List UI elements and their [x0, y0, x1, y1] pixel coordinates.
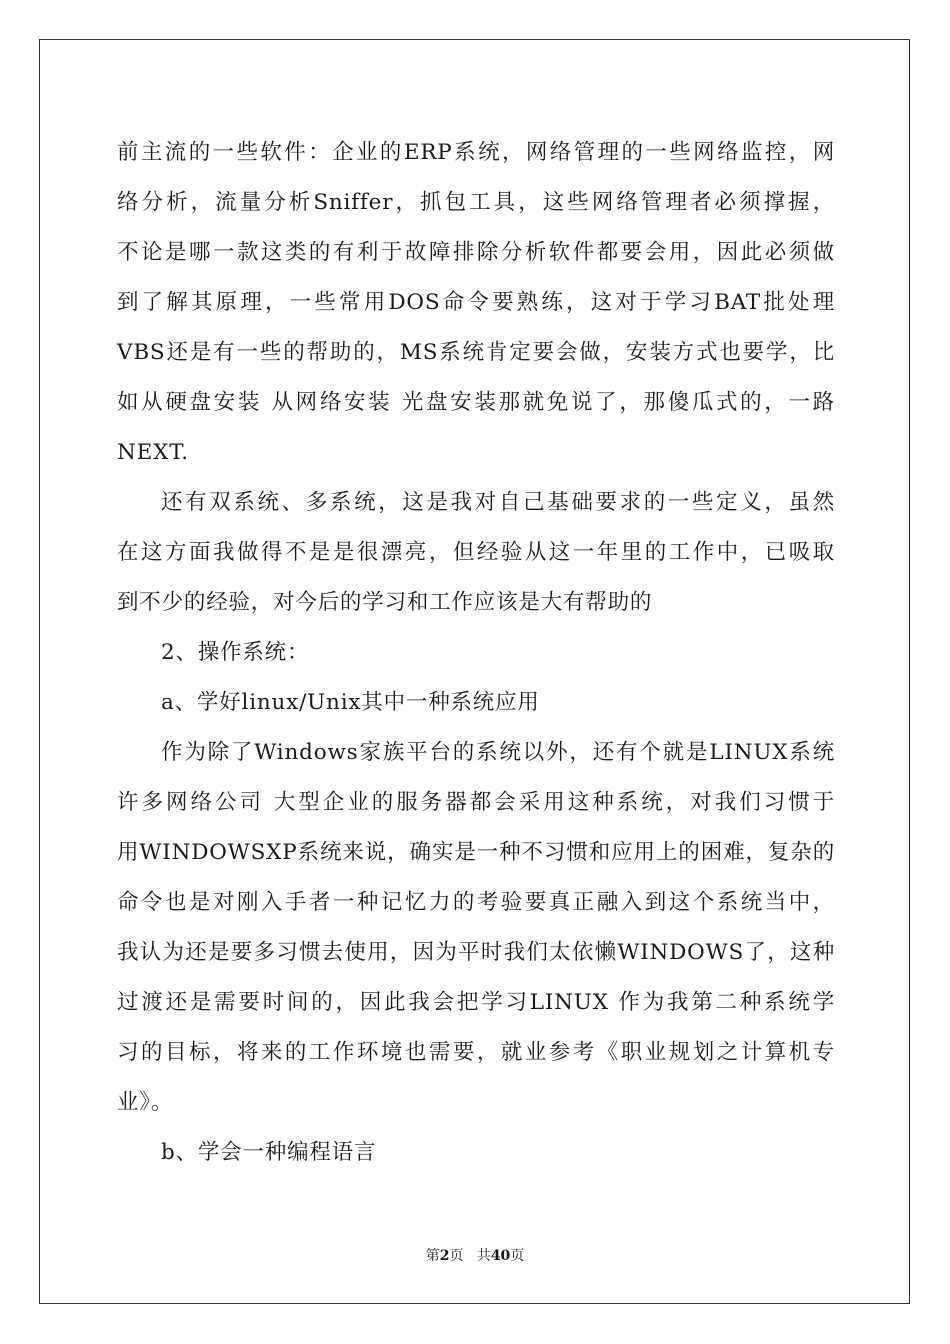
total-pages: 40 — [490, 1248, 511, 1264]
text-line: 到不少的经验，对今后的学习和工作应该是大有帮助的 — [117, 590, 653, 615]
text-line: 命令也是对刚入手者一种记忆力的考验要真正融入到这个系统当中， — [117, 890, 835, 915]
text-line: 还有双系统、多系统，这是我对自己基础要求的一些定义，虽然 — [161, 490, 835, 515]
text-line: 作为除了Windows家族平台的系统以外，还有个就是LINUX系统 — [161, 740, 835, 765]
text-line: 络分析，流量分析Sniffer，抓包工具，这些网络管理者必须撑握， — [117, 190, 835, 215]
paragraph-3 — [117, 728, 835, 1128]
text-line: 习的目标，将来的工作环境也需要，就业参考《职业规划之计算机专 — [117, 1040, 835, 1065]
section-heading — [117, 628, 835, 678]
text-line: VBS还是有一些的帮助的，MS系统肯定要会做，安装方式也要学，比 — [117, 340, 835, 365]
total-label-suffix: 页 — [510, 1248, 525, 1264]
text-line: 前主流的一些软件：企业的ERP系统，网络管理的一些网络监控，网 — [117, 140, 835, 165]
text-line: 许多网络公司 大型企业的服务器都会采用这种系统，对我们习惯于 — [117, 790, 835, 815]
subsection-heading — [117, 1128, 835, 1178]
text-line: 如从硬盘安装 从网络安装 光盘安装那就免说了，那傻瓜式的，一路 — [117, 390, 835, 415]
page-footer — [0, 1245, 950, 1265]
page-label-suffix: 页 — [449, 1248, 464, 1264]
page-label-prefix: 第 — [425, 1248, 440, 1264]
text-line: 不论是哪一款这类的有利于故障排除分析软件都要会用，因此必须做 — [117, 240, 835, 265]
text-line: 到了解其原理，一些常用DOS命令要熟练，这对于学习BAT批处理 — [117, 290, 835, 315]
text-line: 用WINDOWSXP系统来说，确实是一种不习惯和应用上的困难，复杂的 — [117, 840, 835, 865]
subsection-heading — [117, 678, 835, 728]
page-number: 2 — [439, 1248, 450, 1264]
text-line: 业》。 — [117, 1090, 174, 1115]
paragraph-1 — [117, 128, 835, 478]
document-body — [117, 128, 835, 1178]
text-line: 我认为还是要多习惯去使用，因为平时我们太依懒WINDOWS了，这种 — [117, 940, 835, 965]
text-line: a、学好linux/Unix其中一种系统应用 — [161, 690, 540, 715]
text-line: NEXT. — [117, 440, 189, 465]
text-line: b、学会一种编程语言 — [161, 1140, 377, 1165]
paragraph-2 — [117, 478, 835, 628]
total-label-prefix: 共 — [476, 1248, 491, 1264]
text-line: 在这方面我做得不是是很漂亮，但经验从这一年里的工作中，已吸取 — [117, 540, 835, 565]
text-line: 过渡还是需要时间的，因此我会把学习LINUX 作为我第二种系统学 — [117, 990, 835, 1015]
text-line: 2、操作系统： — [161, 640, 310, 665]
